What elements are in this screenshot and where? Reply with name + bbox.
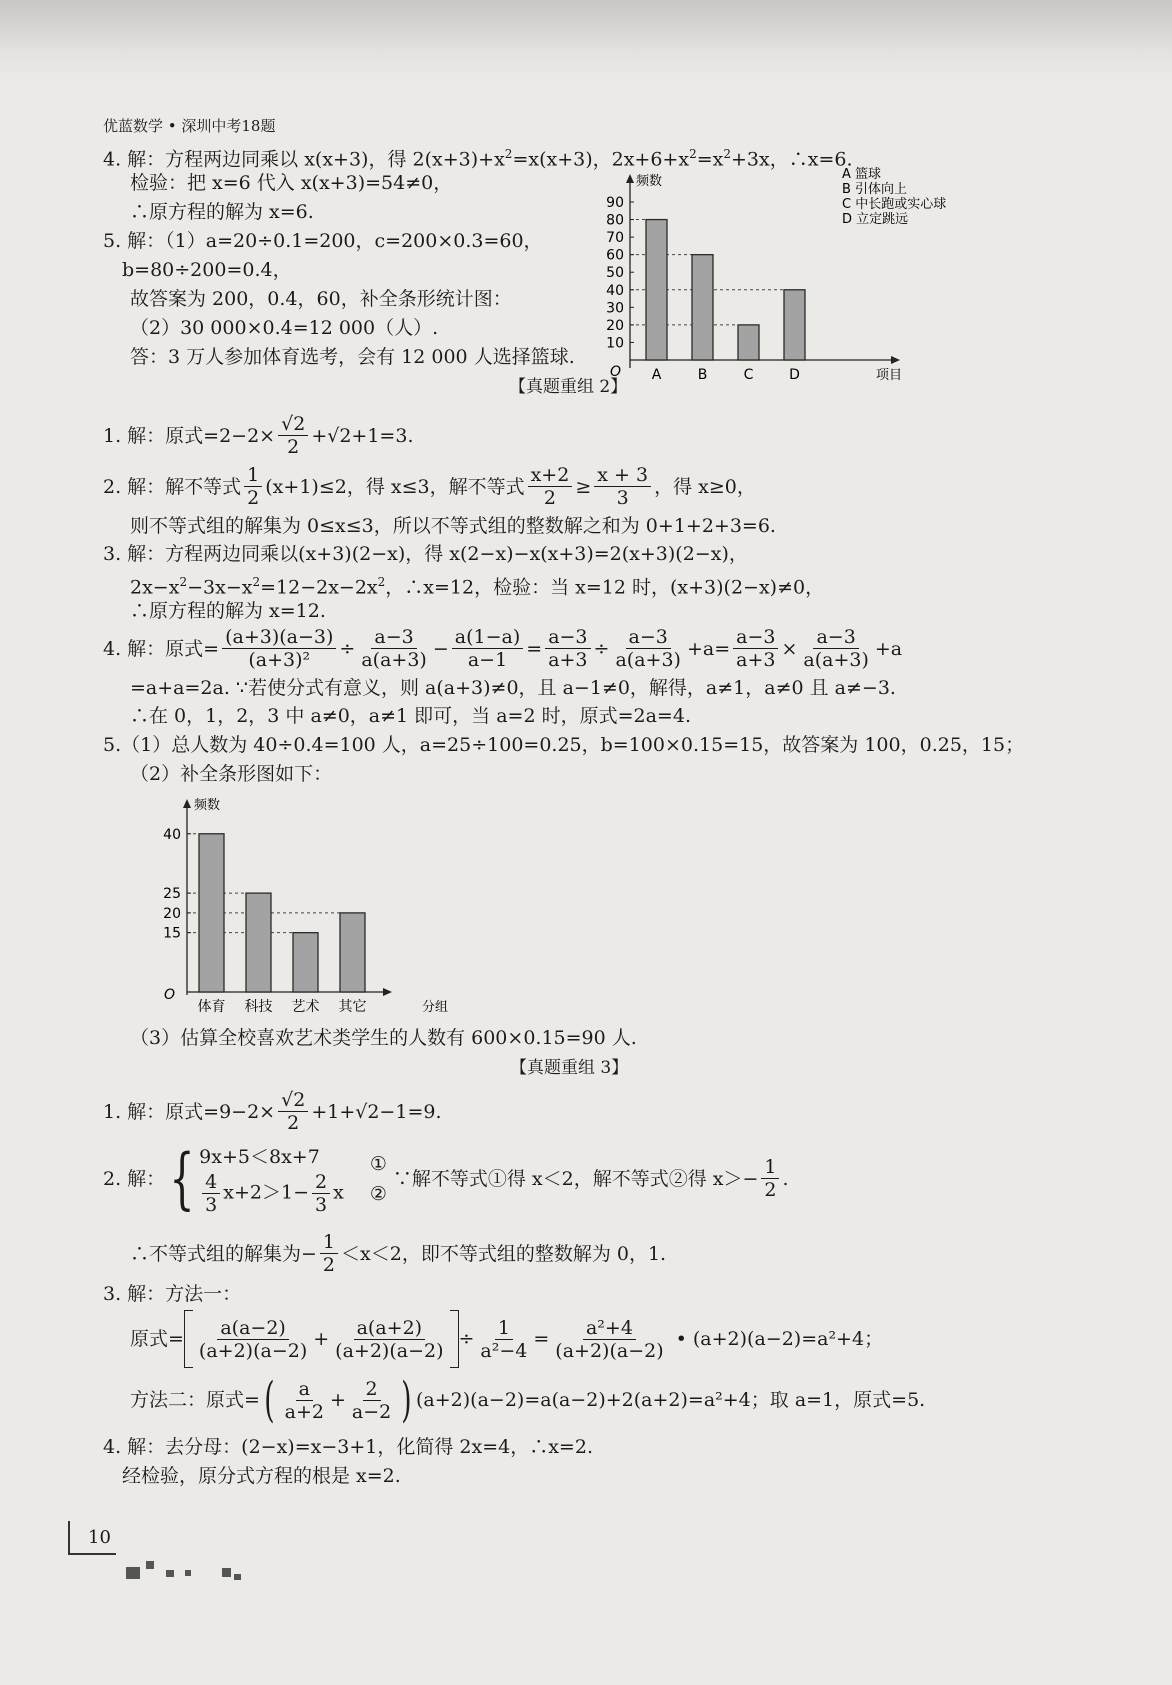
category-label: C: [743, 367, 754, 383]
footer-decoration: [185, 1570, 191, 1576]
y-tick-label: 50: [606, 265, 624, 282]
g1-p5-line5: 答：3 万人参加体育选考，会有 12 000 人选择篮球.: [130, 346, 575, 368]
g1-p4-line2: 检验：把 x=6 代入 x(x+3)=54≠0，: [130, 172, 453, 194]
group2-title: 【真题重组 2】: [509, 377, 628, 397]
footer-decoration: [234, 1574, 241, 1580]
g3-p1: 1. 解：原式=9−2× $\frac{√2}{2}$ +1+√2−1=9.: [103, 1089, 442, 1134]
y-tick-label: 40: [606, 282, 624, 299]
g1-p5-line4: （2）30 000×0.4=12 000（人）.: [130, 317, 439, 339]
g1-p4-line3: ∴原方程的解为 x=6.: [130, 201, 314, 223]
y-tick-label: 20: [163, 905, 181, 922]
y-tick-label: 20: [606, 317, 624, 334]
y-tick-label: 30: [606, 300, 624, 317]
y-axis-label: 频数: [194, 798, 221, 813]
y-axis-label: 频数: [636, 174, 663, 189]
legend-entry: A 篮球: [842, 167, 882, 182]
footer-decoration: [166, 1570, 174, 1577]
page-number: 10: [68, 1521, 116, 1555]
bar-D: [784, 290, 805, 360]
category-label: 体育: [197, 999, 226, 1015]
bar-B: [692, 255, 713, 360]
y-axis: [183, 799, 191, 995]
g2-p2-line1: 2. 解：解不等式 $\frac{1}{2}$ (x+1)≤2，得 x≤3，解不等式 $\frac{x+2}{2}$ ≥ $\frac{x + 3}{3}$ ，得 x≥0，: [103, 464, 756, 509]
g2-p5-line3: （3）估算全校喜欢艺术类学生的人数有 600×0.15=90 人.: [130, 1027, 637, 1049]
x-axis: [630, 356, 900, 364]
g2-p4-line2: =a+a=2a. ∵若使分式有意义，则 a(a+3)≠0，且 a−1≠0，解得，a≠1，a≠0 且 a≠−3.: [130, 677, 896, 699]
origin-label: O: [610, 364, 622, 380]
y-tick-label: 70: [606, 230, 624, 247]
bar-其它: [340, 913, 365, 992]
x-axis-label: 分组: [422, 1000, 449, 1015]
g2-p5-line1: 5.（1）总人数为 40÷0.4=100 人，a=25÷100=0.25，b=100×0.15=15，故答案为 100，0.25，15；: [103, 734, 1025, 756]
category-label: 科技: [244, 999, 273, 1015]
category-label: B: [697, 367, 708, 383]
bar-科技: [246, 893, 271, 992]
bar-C: [738, 325, 759, 360]
category-label: 艺术: [291, 999, 320, 1015]
g3-p2-line2: ∴不等式组的解集为− $\frac{1}{2}$ ＜x＜2，即不等式组的整数解为 0，1.: [130, 1231, 667, 1276]
g1-p5-line3: 故答案为 200，0.4，60，补全条形统计图：: [130, 288, 512, 310]
y-axis: [626, 174, 634, 368]
g2-p3-line1: 3. 解：方程两边同乘以(x+3)(2−x)，得 x(2−x)−x(x+3)=2(x+3)(2−x)，: [103, 543, 748, 565]
g3-p4-line2: 经检验，原分式方程的根是 x=2.: [122, 1465, 401, 1487]
g2-p3-line2: $2x-x^2-3x-x^2=12-2x-2x^2$，∴x=12，检验：当 x=12 时，(x+3)(2−x)≠0，: [130, 575, 825, 599]
g3-p3-method1: 原式= $\frac{a(a-2)}{(a+2)(a-2)}$ + $\frac{a(a+2)}{(a+2)(a-2)}$ ÷ $\frac{1}{\text{a²−4}}$ = $\frac{\text{a²+4}}{(a+2)(a-2)}$ • (a+2)(a−2)=a²+4；: [130, 1310, 883, 1368]
g3-p3-method2: 方法二：原式=( $\frac{a}{a+2}$ + $\frac{2}{a-2}$ ) (a+2)(a−2)=a(a−2)+2(a+2)=a²+4；取 a=1，原式=5.: [130, 1372, 926, 1428]
g3-p3-line1: 3. 解：方法一：: [103, 1283, 242, 1305]
g3-p4-line1: 4. 解：去分母：(2−x)=x−3+1，化简得 2x=4，∴x=2.: [103, 1436, 593, 1458]
y-tick-label: 40: [163, 826, 181, 843]
bar-艺术: [293, 933, 318, 992]
origin-label: O: [164, 987, 176, 1003]
bar-A: [646, 220, 667, 360]
y-tick-label: 90: [606, 195, 624, 211]
bar-体育: [199, 834, 224, 992]
legend-entry: B 引体向上: [842, 182, 908, 197]
g2-p5-line2: （2）补全条形图如下：: [130, 763, 333, 785]
g2-p2-line2: 则不等式组的解集为 0≤x≤3，所以不等式组的整数解之和为 0+1+2+3=6.: [130, 515, 776, 537]
page-top-shadow: [0, 0, 1172, 92]
g2-p4-line1: 4. 解：原式= $\frac{(a+3)(a-3)}{\text{(a+3)²}}$ ÷ $\frac{a-3}{a(a+3)}$ − $\frac{a(1-a)}{a-1}$ = $\frac{a-3}{a+3}$ ÷ $\frac{a-3}{a(a+3)}$ +a= $\frac{a-3}{a+3}$ × $\frac{a-3}{a(a+3)}$ +a: [103, 626, 903, 671]
group3-title: 【真题重组 3】: [510, 1058, 629, 1078]
legend-entry: C 中长跑或实心球: [842, 197, 947, 212]
g1-p4-line1: 4. 解：方程两边同乘以 x(x+3)，得 $2(x+3)+x^2=x(x+3)$，$2x+6+x^2=x^2+3x$，∴x=6.: [103, 147, 853, 171]
y-tick-label: 80: [606, 212, 624, 229]
y-tick-label: 25: [163, 886, 181, 903]
footer-decoration: [222, 1568, 231, 1577]
g2-p4-line3: ∴在 0，1，2，3 中 a≠0，a≠1 即可，当 a=2 时，原式=2a=4.: [130, 705, 691, 727]
interest-group-bar-chart: [150, 792, 480, 1022]
y-tick-label: 10: [606, 335, 624, 352]
g2-p1: 1. 解：原式=2−2× $\frac{√2}{2}$ +√2+1=3.: [103, 413, 414, 458]
sports-bar-chart: [596, 167, 947, 383]
footer-decoration: [146, 1561, 154, 1569]
running-header: 优蓝数学 • 深圳中考18题: [103, 117, 276, 135]
g3-p2-line1: 2. 解：{ 9x+5＜8x+7 $\frac{4}{3}$ x+2＞1− $\frac{2}{3}$ x ① ② ∵解不等式①得 x＜2，解不等式②得 x＞− $\frac{1}{2}$ .: [103, 1139, 789, 1217]
g2-p3-line3: ∴原方程的解为 x=12.: [130, 600, 326, 622]
x-axis-label: 项目: [876, 368, 903, 383]
g1-p5-line2: b=80÷200=0.4，: [122, 259, 292, 281]
legend-entry: D 立定跳远: [842, 212, 909, 227]
category-label: 其它: [338, 999, 367, 1015]
y-tick-label: 60: [606, 247, 624, 264]
category-label: D: [789, 367, 800, 383]
category-label: A: [651, 367, 662, 383]
y-tick-label: 15: [163, 925, 181, 942]
g1-p5-line1: 5. 解：（1）a=20÷0.1=200，c=200×0.3=60，: [103, 230, 543, 252]
footer-decoration: [126, 1567, 140, 1579]
